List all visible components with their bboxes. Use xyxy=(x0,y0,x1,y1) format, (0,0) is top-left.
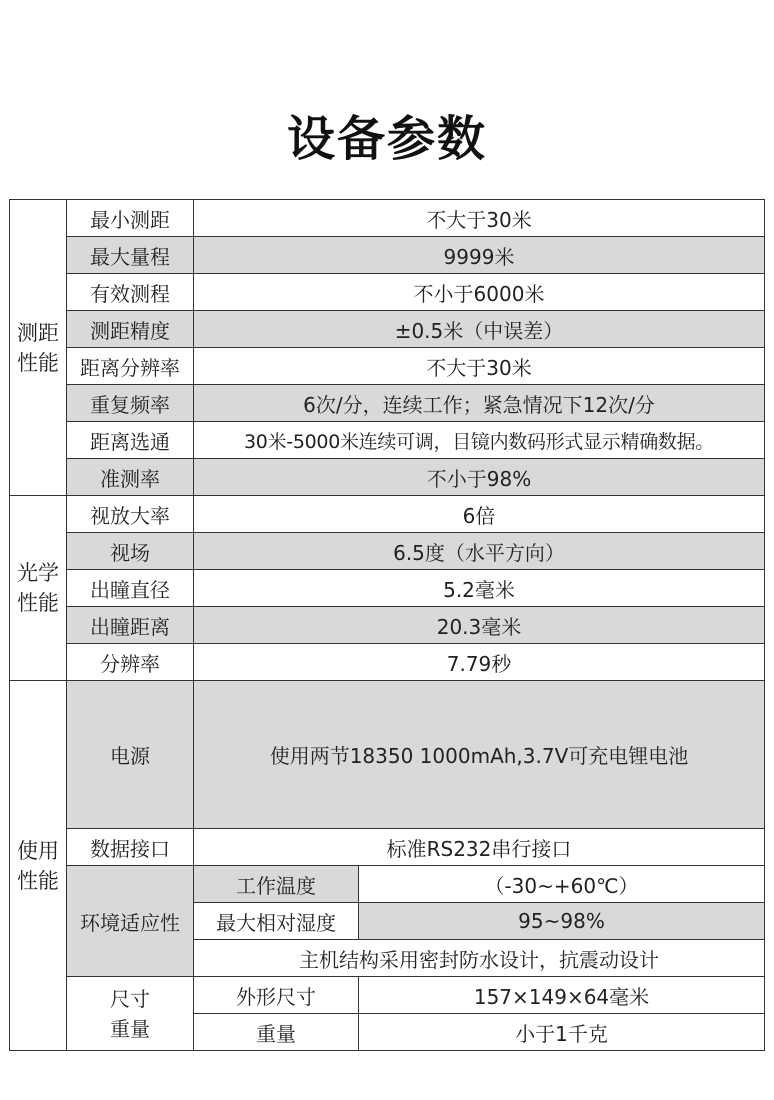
param-value: 7.79秒 xyxy=(194,644,765,681)
param-value: 20.3毫米 xyxy=(194,607,765,644)
table-row xyxy=(10,348,765,385)
param-value: 不大于30米 xyxy=(194,348,765,385)
sub-param-value: 95~98% xyxy=(359,903,765,940)
table-row xyxy=(10,570,765,607)
param-label-environment: 环境适应性 xyxy=(67,866,194,977)
group-label-usage: 使用 性能 xyxy=(10,681,67,1051)
param-value: 标准RS232串行接口 xyxy=(194,829,765,866)
sub-param-label: 最大相对湿度 xyxy=(194,903,359,940)
param-value: 30米-5000米连续可调，目镜内数码形式显示精确数据。 xyxy=(194,422,765,459)
param-value: 主机结构采用密封防水设计，抗震动设计 xyxy=(194,940,765,977)
table-row xyxy=(10,977,765,1014)
table-row xyxy=(10,496,765,533)
table-row xyxy=(10,866,765,903)
sub-param-value: 小于1千克 xyxy=(359,1014,765,1051)
sub-param-value: 157×149×64毫米 xyxy=(359,977,765,1014)
param-label: 重复频率 xyxy=(67,385,194,422)
group-label-optical: 光学 性能 xyxy=(10,496,67,681)
param-label: 距离选通 xyxy=(67,422,194,459)
param-value: ±0.5米（中误差） xyxy=(194,311,765,348)
page-title: 设备参数 xyxy=(286,111,487,167)
table-row xyxy=(10,459,765,496)
param-label: 准测率 xyxy=(67,459,194,496)
table-row xyxy=(10,200,765,237)
param-value: 5.2毫米 xyxy=(194,570,765,607)
param-value: 9999米 xyxy=(194,237,765,274)
group-label-ranging: 测距 性能 xyxy=(10,200,67,496)
param-value: 6倍 xyxy=(194,496,765,533)
param-label: 最大量程 xyxy=(67,237,194,274)
table-row xyxy=(10,422,765,459)
table-row xyxy=(10,829,765,866)
param-label: 距离分辨率 xyxy=(67,348,194,385)
param-label: 最小测距 xyxy=(67,200,194,237)
param-label-size-weight: 尺寸 重量 xyxy=(67,977,194,1051)
param-label: 电源 xyxy=(67,681,194,829)
table-row xyxy=(10,385,765,422)
table-row xyxy=(10,311,765,348)
param-value: 使用两节18350 1000mAh,3.7V可充电锂电池 xyxy=(194,681,765,829)
param-value: 6次/分，连续工作；紧急情况下12次/分 xyxy=(194,385,765,422)
param-label: 视放大率 xyxy=(67,496,194,533)
param-label: 出瞳距离 xyxy=(67,607,194,644)
param-value: 不小于6000米 xyxy=(194,274,765,311)
table-row xyxy=(10,533,765,570)
param-value: 不小于98% xyxy=(194,459,765,496)
table-row xyxy=(10,274,765,311)
param-value: 6.5度（水平方向） xyxy=(194,533,765,570)
param-value: 不大于30米 xyxy=(194,200,765,237)
param-label: 视场 xyxy=(67,533,194,570)
param-label: 测距精度 xyxy=(67,311,194,348)
param-label: 出瞳直径 xyxy=(67,570,194,607)
param-label: 数据接口 xyxy=(67,829,194,866)
table-row xyxy=(10,607,765,644)
table-row xyxy=(10,681,765,829)
spec-table xyxy=(9,199,765,1051)
sub-param-label: 工作温度 xyxy=(194,866,359,903)
table-row xyxy=(10,644,765,681)
sub-param-value: （-30~+60℃） xyxy=(359,866,765,903)
param-label: 分辨率 xyxy=(67,644,194,681)
sub-param-label: 外形尺寸 xyxy=(194,977,359,1014)
table-row xyxy=(10,237,765,274)
param-label: 有效测程 xyxy=(67,274,194,311)
sub-param-label: 重量 xyxy=(194,1014,359,1051)
